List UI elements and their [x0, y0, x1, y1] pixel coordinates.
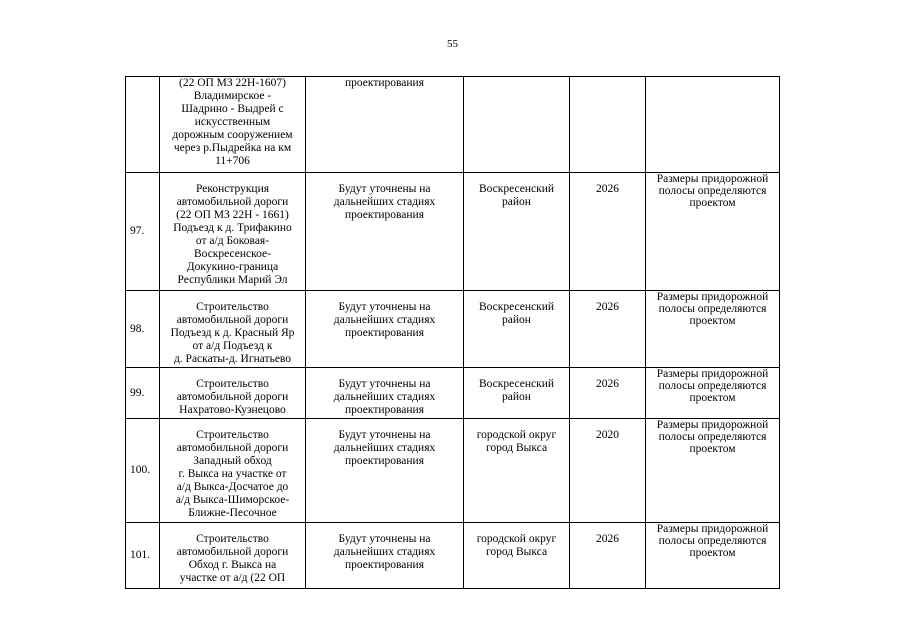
stage-line: Будут уточнены на	[338, 183, 431, 195]
stage-line: дальнейших стадиях	[333, 442, 436, 454]
table-row	[126, 523, 780, 589]
stage-line: проектирования	[345, 327, 424, 339]
note-cell	[646, 419, 780, 523]
stage-line: Будут уточнены на	[338, 429, 431, 441]
note-cell	[646, 291, 780, 368]
note-line: полосы определяются	[658, 431, 767, 443]
district-line: район	[502, 391, 531, 403]
note-line: Размеры придорожной	[656, 419, 769, 431]
road-name-line: Строительство	[196, 378, 269, 390]
road-name-line: через р.Пыдрейка на км	[173, 142, 292, 154]
road-name-line: Обход г. Выкса на	[188, 559, 277, 571]
table-row	[126, 368, 780, 419]
road-name-line: Докукино-граница	[186, 261, 279, 273]
road-name-line: Строительство	[196, 533, 269, 545]
district-line: город Выкса	[485, 546, 548, 558]
year-cell: 2026	[570, 368, 646, 419]
year-cell	[570, 77, 646, 173]
stage-line: дальнейших стадиях	[333, 546, 436, 558]
stage-line: дальнейших стадиях	[333, 196, 436, 208]
stage-line: проектирования	[345, 404, 424, 416]
year-cell: 2026	[570, 173, 646, 291]
road-name-line: от а/д Подъезд к	[192, 340, 273, 352]
stage-line: проектирования	[345, 77, 424, 89]
road-name-line: (22 ОП МЗ 22Н-1607)	[178, 77, 286, 89]
stage-cell	[306, 173, 464, 291]
road-name-line: Подъезд к д. Трифакино	[173, 222, 292, 234]
road-name-line: Республики Марий Эл	[177, 274, 288, 286]
road-name-line: участке от а/д (22 ОП	[179, 572, 286, 584]
stage-line: Будут уточнены на	[338, 533, 431, 545]
road-name-line: (22 ОП МЗ 22Н - 1661)	[176, 209, 289, 221]
district-cell	[464, 368, 570, 419]
note-line: Размеры придорожной	[656, 173, 769, 185]
district-cell	[464, 419, 570, 523]
note-line: проектом	[689, 197, 736, 209]
road-name-line: дорожным сооружением	[172, 129, 293, 141]
district-line: город Выкса	[485, 442, 548, 454]
district-cell	[464, 173, 570, 291]
road-name-line: Подъезд к д. Красный Яр	[170, 327, 295, 339]
stage-cell	[306, 291, 464, 368]
note-cell	[646, 368, 780, 419]
note-line: Размеры придорожной	[656, 291, 769, 303]
stage-cell	[306, 368, 464, 419]
road-name-line: а/д Выкса-Шиморское-	[175, 494, 290, 506]
road-name-line: искусственным	[194, 116, 271, 128]
stage-line: проектирования	[345, 455, 424, 467]
road-name-line: автомобильной дороги	[176, 546, 289, 558]
road-name-line: а/д Выкса-Досчатое до	[176, 481, 289, 493]
note-cell	[646, 173, 780, 291]
note-line: проектом	[689, 392, 736, 404]
road-name-line: автомобильной дороги	[176, 391, 289, 403]
road-name-line: Строительство	[196, 301, 269, 313]
road-name-line: Воскресенское-	[194, 248, 271, 260]
stage-line: Будут уточнены на	[338, 378, 431, 390]
roads-table-body	[126, 77, 780, 589]
note-line: проектом	[689, 315, 736, 327]
table-row	[126, 173, 780, 291]
district-line: городской округ	[476, 429, 557, 441]
district-cell	[464, 291, 570, 368]
road-name-line: автомобильной дороги	[176, 442, 289, 454]
road-name-line: Шадрино - Выдрей с	[181, 103, 284, 115]
district-line: район	[502, 196, 531, 208]
road-name-line: автомобильной дороги	[176, 314, 289, 326]
road-name-line: Нахратово-Кузнецово	[179, 404, 286, 416]
year-cell: 2026	[570, 523, 646, 589]
stage-line: проектирования	[345, 209, 424, 221]
district-line: Воскресенский	[478, 183, 555, 195]
year-cell: 2026	[570, 291, 646, 368]
note-line: Размеры придорожной	[656, 368, 769, 380]
note-line: проектом	[689, 443, 736, 455]
district-cell	[464, 77, 570, 173]
road-name-line: Владимирское -	[193, 90, 272, 102]
note-cell	[646, 523, 780, 589]
stage-cell	[306, 77, 464, 173]
road-name-line: г. Выкса на участке от	[178, 468, 287, 480]
note-line: полосы определяются	[658, 535, 767, 547]
table-row	[126, 419, 780, 523]
note-line: проектом	[689, 547, 736, 559]
district-line: район	[502, 314, 531, 326]
stage-line: Будут уточнены на	[338, 301, 431, 313]
row-number	[126, 77, 160, 173]
stage-line: проектирования	[345, 559, 424, 571]
road-name-cell	[160, 368, 306, 419]
note-line: полосы определяются	[658, 185, 767, 197]
road-name-cell	[160, 77, 306, 173]
note-cell	[646, 77, 780, 173]
note-line: полосы определяются	[658, 380, 767, 392]
road-name-line: 11+706	[215, 155, 250, 167]
road-name-cell	[160, 523, 306, 589]
stage-line: дальнейших стадиях	[333, 391, 436, 403]
note-line: полосы определяются	[658, 303, 767, 315]
road-name-cell	[160, 291, 306, 368]
row-number: 97.	[126, 173, 160, 291]
year-cell: 2020	[570, 419, 646, 523]
stage-line: дальнейших стадиях	[333, 314, 436, 326]
row-number: 99.	[126, 368, 160, 419]
roads-table	[125, 76, 780, 589]
note-line: Размеры придорожной	[656, 523, 769, 535]
stage-cell	[306, 523, 464, 589]
road-name-line: от а/д Боковая-	[195, 235, 270, 247]
road-name-cell	[160, 173, 306, 291]
road-name-line: автомобильной дороги	[176, 196, 289, 208]
district-cell	[464, 523, 570, 589]
table-row	[126, 77, 780, 173]
stage-cell	[306, 419, 464, 523]
row-number: 100.	[126, 419, 160, 523]
road-name-cell	[160, 419, 306, 523]
district-line: Воскресенский	[478, 301, 555, 313]
district-line: Воскресенский	[478, 378, 555, 390]
road-name-line: Строительство	[196, 429, 269, 441]
road-name-line: Реконструкция	[195, 183, 270, 195]
row-number: 101.	[126, 523, 160, 589]
district-line: городской округ	[476, 533, 557, 545]
page-number: 55	[447, 38, 458, 50]
road-name-line: Ближне-Песочное	[188, 507, 277, 519]
table-row	[126, 291, 780, 368]
road-name-line: д. Раскаты-д. Игнатьево	[173, 353, 292, 365]
row-number: 98.	[126, 291, 160, 368]
road-name-line: Западный обход	[193, 455, 272, 467]
